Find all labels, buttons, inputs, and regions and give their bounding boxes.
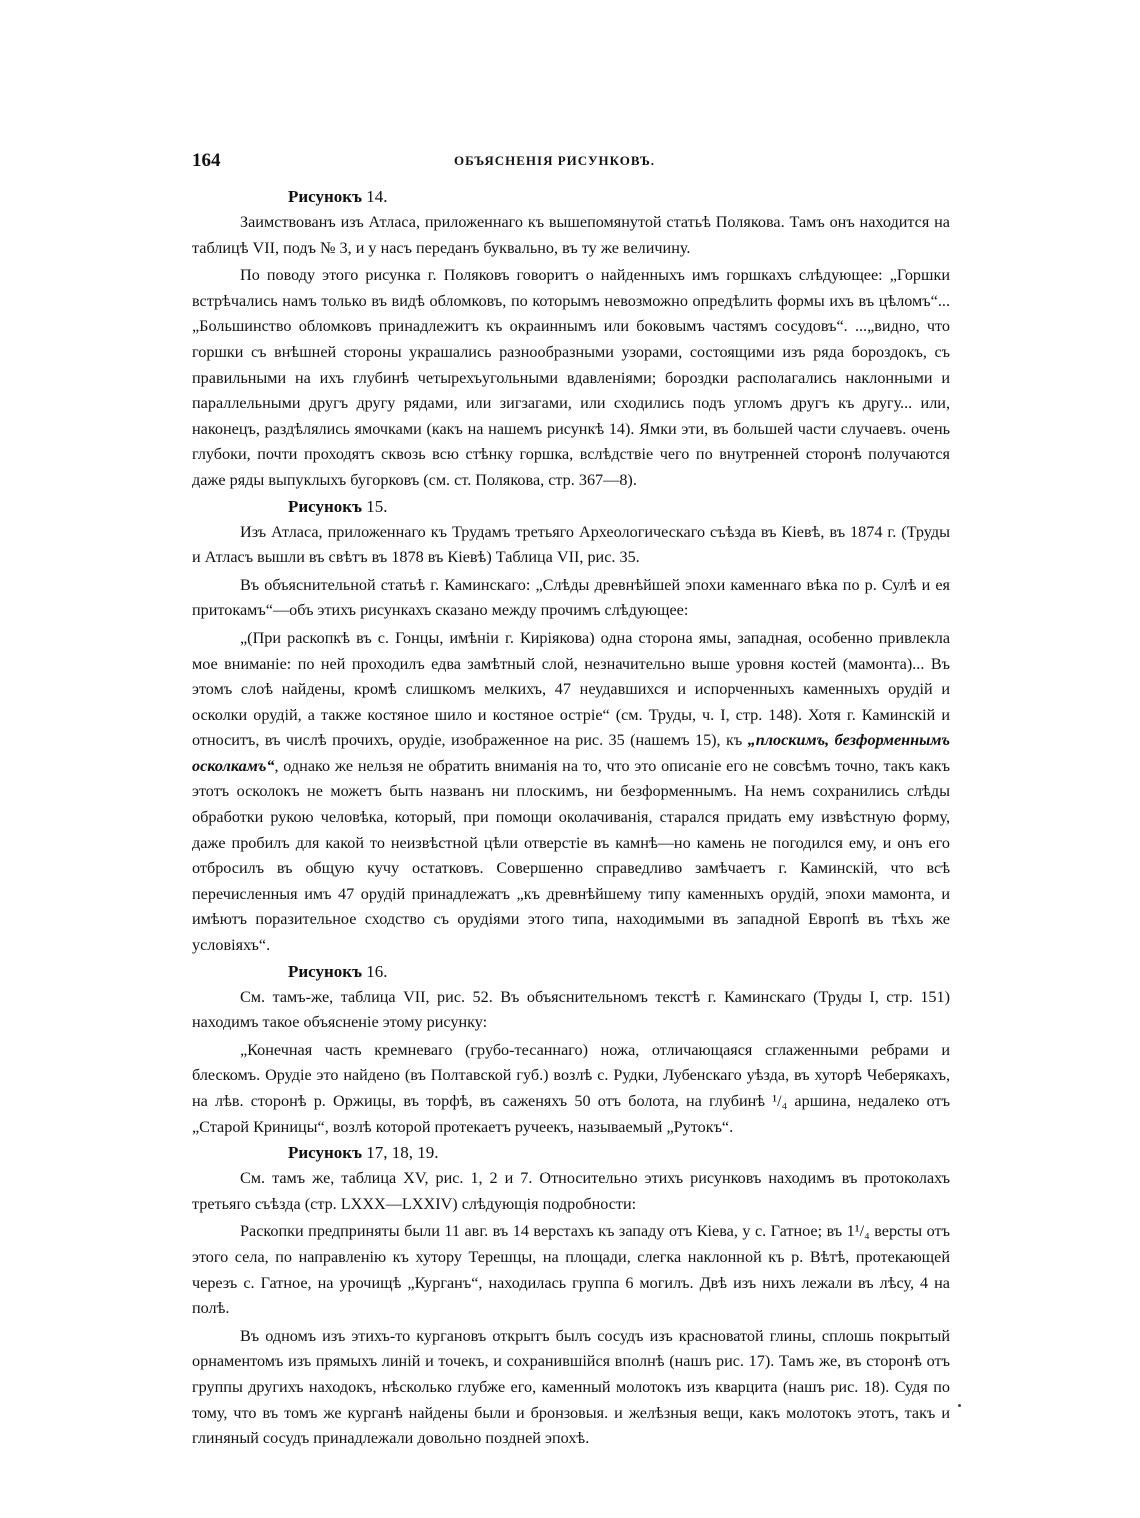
section-heading-15: [288, 494, 950, 520]
paragraph: См. тамъ-же, таблица VII, рис. 52. Въ объяснительномъ текстѣ г. Каминскаго (Труды I, стр. 151) находимъ такое объясненіе этому рисунку:: [192, 987, 950, 1032]
quote-emphasis: „плоскимъ, безформеннымъ осколкамъ“: [192, 731, 950, 775]
heading-label: Рисунокъ: [288, 187, 363, 206]
scan-speck: [958, 1404, 961, 1407]
quote-text: „(При раскопкѣ въ с. Гонцы, имѣніи г. Киріякова) одна сторона ямы, западная, особенно привлекла мое вниманіе: по ней проходилъ едва замѣтный слой, незначительно выше уровня костей (мамонта)... Въ этомъ слоѣ найдены, кромѣ слишкомъ мелкихъ, 47 неудавшихся и испорченныхъ каменныхъ орудій и осколки орудій, а также костяное шило и костяное остріе“ (см. Труды, ч. I, стр. 148). Хотя г. Каминскій и относитъ, въ числѣ прочихъ, орудіе, изображенное на рис. 35 (нашемъ 15), къ: [192, 628, 950, 750]
heading-number: 17, 18, 19.: [366, 1143, 439, 1163]
section-heading-16: [288, 959, 950, 985]
heading-number: 14.: [366, 187, 388, 206]
page-number: 164: [192, 150, 221, 171]
heading-label: Рисунокъ: [288, 1143, 363, 1163]
section-heading-17-19: [288, 1140, 950, 1166]
paragraph: Изъ Атласа, приложеннаго къ Трудамъ третьяго Археологическаго съѣзда въ Кіевѣ, въ 1874 г. (Труды и Атласъ вышли въ свѣтъ въ 1878 въ Кіевѣ) Таблица VII, рис. 35.: [192, 522, 950, 567]
quotation-paragraph: [192, 626, 950, 959]
page-title: ОБЪЯСНЕНІЯ РИСУНКОВЪ.: [454, 153, 656, 168]
paragraph: Въ объяснительной статьѣ г. Каминскаго: „Слѣды древнѣйшей эпохи каменнаго вѣка по р. Сулѣ и ея притокамъ“—объ этихъ рисункахъ сказано между прочимъ слѣдующее:: [192, 575, 950, 620]
paragraph: См. тамъ же, таблица XV, рис. 1, 2 и 7. Относительно этихъ рисунковъ находимъ въ протоколахъ третьяго съѣзда (стр. LXXX—LXXIV) слѣдующія подробности:: [192, 1169, 950, 1213]
heading-label: Рисунокъ: [288, 496, 363, 516]
page-body: [192, 184, 950, 1452]
paragraph: Раскопки предприняты были 11 авг. въ 14 верстахъ къ западу отъ Кіева, у с. Гатное; въ 1¹/₄ версты отъ этого села, по направленію къ хутору Терешцы, на площади, слегка наклонной къ р. Вѣтѣ, протекающей черезъ с. Гатное, на урочищѣ „Курганъ“, находилась группа 6 могилъ. Двѣ изъ нихъ лежали въ лѣсу, 4 на полѣ.: [192, 1222, 950, 1318]
paragraph: По поводу этого рисунка г. Поляковъ говоритъ о найденныхъ имъ горшкахъ слѣдующее: „Горшки встрѣчались намъ только въ видѣ обломковъ, по которымъ невозможно опредѣлить формы ихъ въ цѣломъ“... „Большинство обломковъ принадлежитъ къ окраиннымъ или боковымъ частямъ сосудовъ“. ...„видно, что горшки съ внѣшней стороны украшались разнообразными узорами, состоящими изъ ряда бороздокъ, съ правильными на ихъ глубинѣ четырехъугольными вдавленіями; бороздки располагались наклонными и параллельными другъ другу рядами, или зигзагами, или сходились подъ угломъ другъ къ другу... или, наконецъ, раздѣлялись ямочками (какъ на нашемъ рисункѣ 14). Ямки эти, въ большей части случаевъ. очень глубоки, почти проходятъ сквозь всю стѣнку горшка, вслѣдствіе чего по внутренней сторонѣ получаются даже ряды выпуклыхъ бугорковъ (см. ст. Полякова, стр. 367—8).: [192, 266, 950, 489]
paragraph: „Конечная часть кремневаго (грубо-тесаннаго) ножа, отличающаяся сглаженными ребрами и блескомъ. Орудіе это найдено (въ Полтавской губ.) возлѣ с. Рудки, Лубенскаго уѣзда, въ хуторѣ Чеберякахъ, на лѣв. сторонѣ р. Оржицы, въ торфѣ, въ саженяхъ 50 отъ болота, на глубинѣ ¹/₄ аршина, недалеко отъ „Старой Криницы“, возлѣ которой протекаетъ ручеекъ, называемый „Рутокъ“.: [192, 1040, 950, 1136]
section-heading-14: [288, 184, 950, 210]
heading-label: Рисунокъ: [288, 961, 363, 981]
heading-number: 16.: [366, 961, 388, 981]
running-head: [192, 150, 952, 174]
paragraph: Заимствованъ изъ Атласа, приложеннаго къ вышепомянутой статьѣ Полякова. Тамъ онъ находится на таблицѣ VII, подъ № 3, и у насъ переданъ буквально, въ ту же величину.: [192, 213, 950, 257]
quote-text: , однако же нельзя не обратить вниманія на то, что это описаніе его не совсѣмъ точно, такъ какъ этотъ осколокъ не можетъ быть названъ ни плоскимъ, ни безформеннымъ. На немъ сохранились слѣды обработки рукою человѣка, который, при помощи околачиванія, старался придать ему извѣстную форму, даже пробилъ для какой то неизвѣстной цѣли отверстіе въ камнѣ—но камень не погодился ему, и онъ его отбросилъ въ общую кучу остатковъ. Совершенно справедливо замѣчаетъ г. Каминскій, что всѣ перечисленныя имъ 47 орудій принадлежатъ „къ древнѣйшему типу каменныхъ орудій, эпохи мамонта, и имѣютъ поразительное сходство съ орудіями этого типа, находимыми въ западной Европѣ въ тѣхъ же условіяхъ“.: [192, 756, 950, 955]
heading-number: 15.: [366, 496, 388, 516]
paragraph: Въ одномъ изъ этихъ-то кургановъ открытъ былъ сосудъ изъ красноватой глины, сплошь покрытый орнаментомъ изъ прямыхъ линій и точекъ, и сохранившійся вполнѣ (нашъ рис. 17). Тамъ же, въ сторонѣ отъ группы другихъ находокъ, нѣсколько глубже его, каменный молотокъ изъ кварцита (нашъ рис. 18). Судя по тому, что въ томъ же курганѣ найдены были и бронзовыя. и желѣзныя вещи, какъ молотокъ этотъ, такъ и глиняный сосудъ принадлежали довольно поздней эпохѣ.: [192, 1326, 950, 1448]
